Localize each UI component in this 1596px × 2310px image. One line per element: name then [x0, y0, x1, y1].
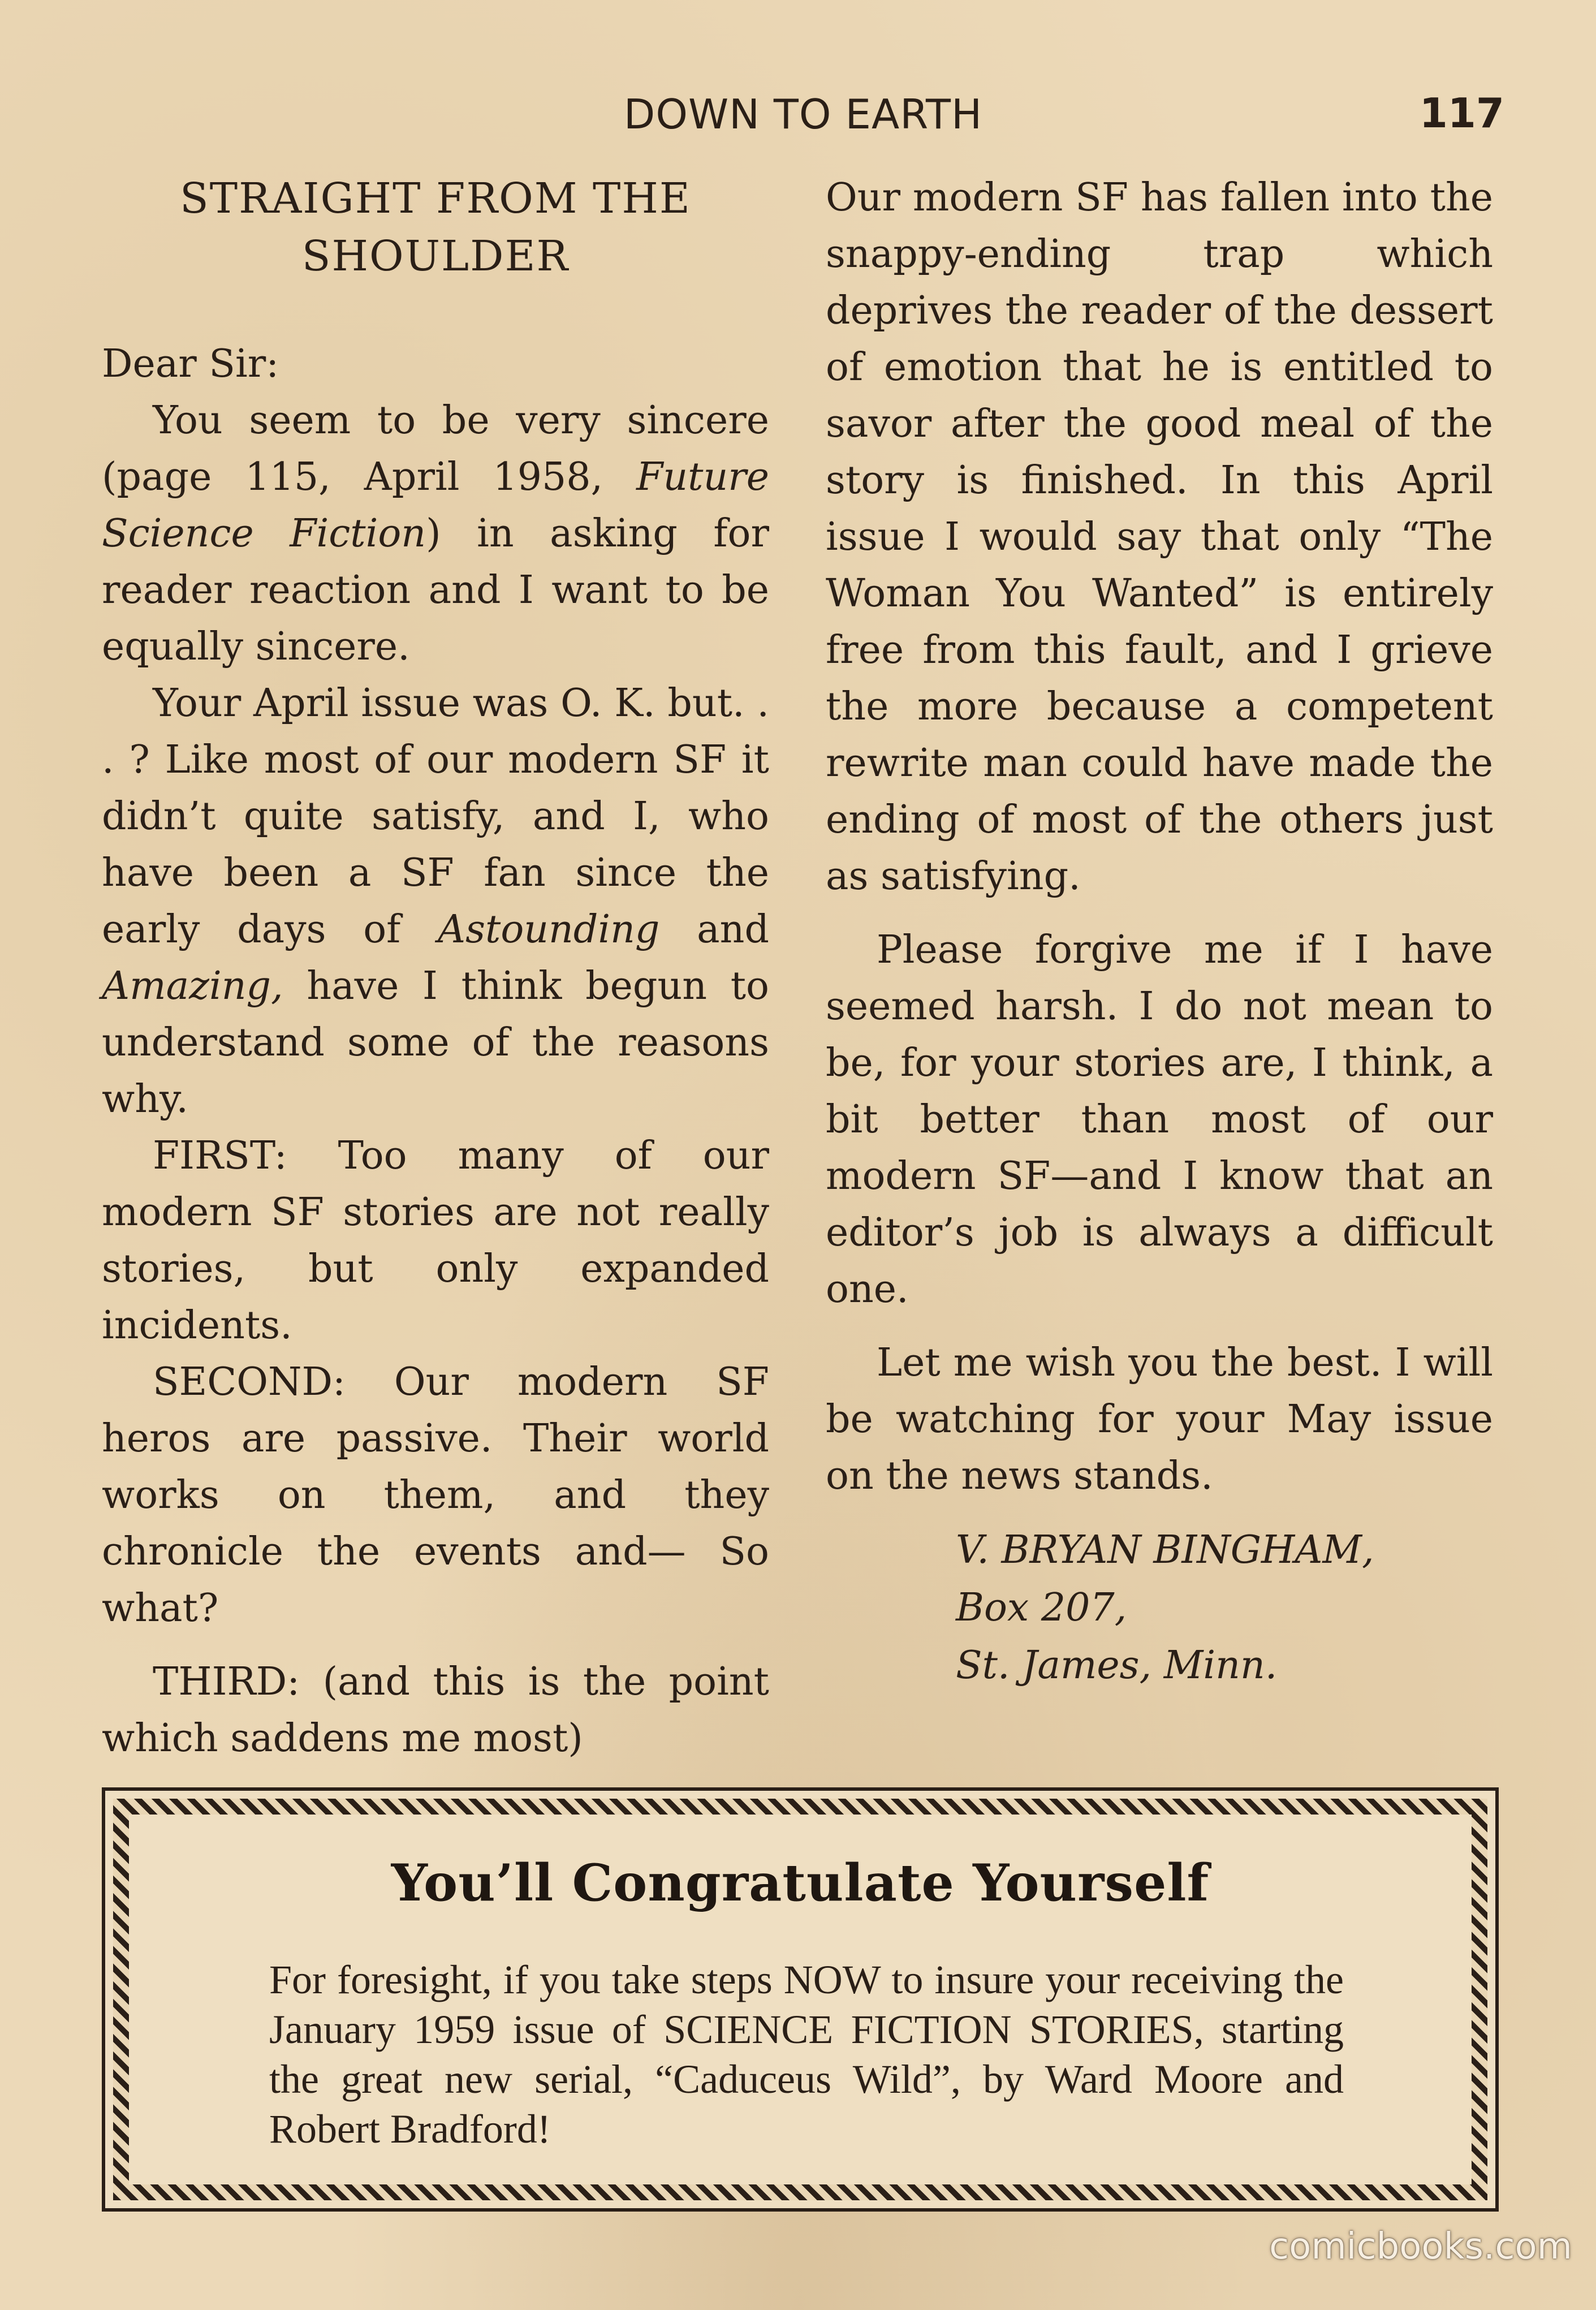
signature-block: [826, 1522, 1493, 1695]
paragraph-2: Your April issue was O. K. but. . . ? Like most of our modern SF it didn’t quite satisfy, and I, who have been a SF fan since the early days of Astounding and Amazing, have I think begun to understand some of the reasons why.: [102, 681, 769, 1122]
advertisement-title: You’ll Congratulate Yourself: [391, 1853, 1210, 1913]
signature-address-city: St. James, Minn.: [956, 1643, 1278, 1688]
headline-line-1: STRAIGHT FROM THE: [180, 174, 691, 223]
magazine-title: Future Science Fiction: [102, 455, 769, 556]
paragraph-1: You seem to be very sincere (page 115, April 1958, Future Science Fiction) in asking for reader reaction and I want to be equally sincere.: [102, 398, 770, 669]
page-number: 117: [1419, 89, 1504, 137]
magazine-title-amazing: Amazing,: [102, 964, 283, 1009]
advertisement-body: For foresight, if you take steps NOW to insure your receiving the January 1959 issue of SCIENCE FICTION STORIES, starting the great new serial, “Caduceus Wild”, by Ward Moore and Robert Bradford!: [269, 1957, 1344, 2152]
salutation: Dear Sir:: [102, 342, 279, 386]
paragraph-apology: Please forgive me if I have seemed harsh. I do not mean to be, for your stories are, I think, a bit better than most of our modern SF—and I know that an editor’s job is always a difficult one.: [826, 928, 1493, 1312]
watermark: comicbooks.com: [1269, 2226, 1572, 2268]
magazine-title-astounding: Astounding: [437, 907, 660, 952]
signature-address-box: Box 207,: [956, 1585, 1127, 1630]
letter-column-left: [102, 170, 769, 1767]
paragraph-closing: Let me wish you the best. I will be watching for your May issue on the news stands.: [826, 1341, 1493, 1498]
running-head: DOWN TO EARTH: [623, 90, 983, 138]
letter-column-right: [826, 170, 1493, 1695]
paragraph-third: THIRD: (and this is the point which saddens me most): [102, 1660, 769, 1761]
letter-headline: [102, 170, 769, 285]
paragraph-first: FIRST: Too many of our modern SF stories are not really stories, but only expanded incidents.: [102, 1134, 769, 1348]
paragraph-third-continued: Our modern SF has fallen into the snappy-ending trap which deprives the reader of the dessert of emotion that he is entitled to savor after the good meal of the story is finished. In this April issue I would say that only “The Woman You Wanted” is entirely free from this fault, and I grieve the more because a competent rewrite man could have made the ending of most of the others just as satisfying.: [826, 175, 1493, 899]
paragraph-second: SECOND: Our modern SF heros are passive. Their world works on them, and they chronicle the events and— So what?: [102, 1360, 769, 1631]
headline-line-2: SHOULDER: [301, 232, 570, 281]
signature-name: V. BRYAN BINGHAM,: [956, 1528, 1374, 1572]
advertisement-box: [102, 1787, 1499, 2212]
